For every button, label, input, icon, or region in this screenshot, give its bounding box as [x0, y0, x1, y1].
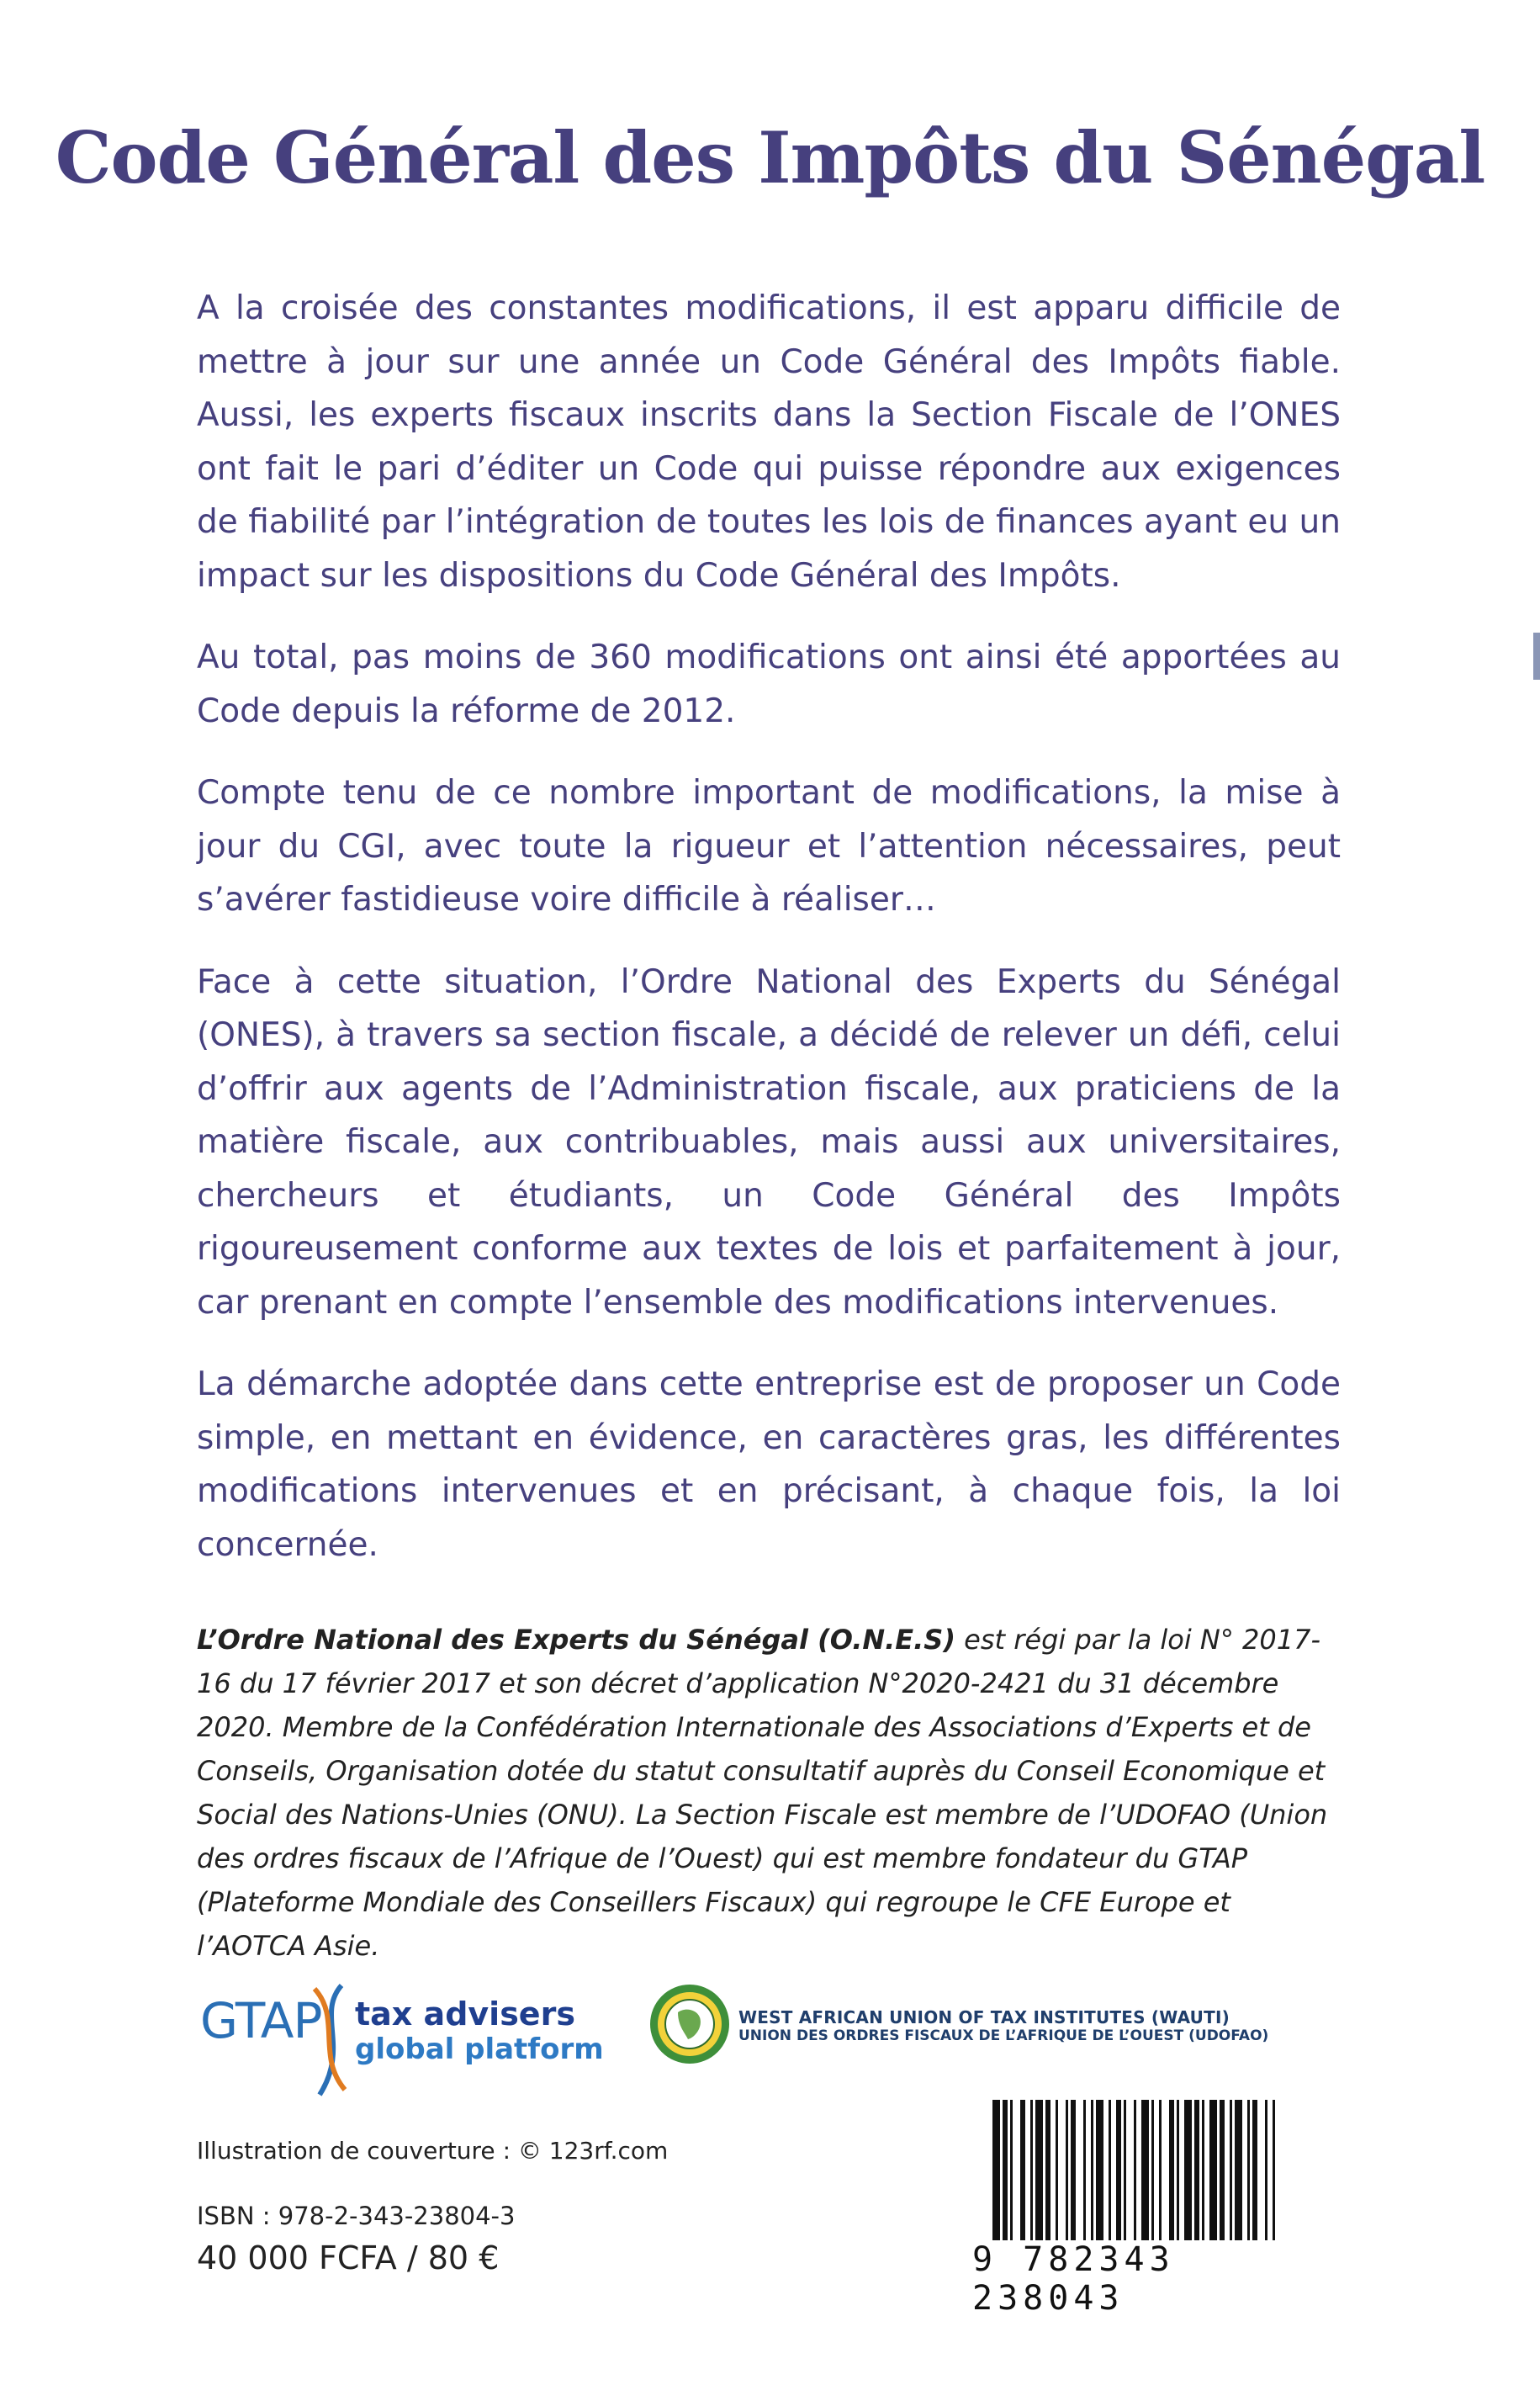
blurb-paragraph-2: Au total, pas moins de 360 modifications ont ainsi été apportées au Code depuis la réforme de 2012.: [197, 639, 1341, 730]
blurb: [197, 282, 1341, 1600]
edge-mark: [1533, 633, 1540, 680]
barcode-number: 9 782343 238043: [972, 2240, 1351, 2318]
gtap-swoosh-icon: [308, 1980, 358, 2098]
cover-title: Code Général des Impôts du Sénégal: [55, 116, 1485, 199]
isbn: ISBN : 978-2-343-23804-3: [197, 2202, 516, 2230]
gtap-tagline-1: tax advisers: [355, 1995, 575, 2033]
gtap-tagline-2: global platform: [355, 2033, 604, 2066]
ones-note-text: est régi par la loi N° 2017-16 du 17 février 2017 et son décret d’application N°2020-2421 du 31 décembre 2020. Membre de la Confédération Internationale des Associations d’Experts et de Conseils, Organisation dotée du statut consultatif auprès du Conseil Economique et Social des Nations-Unies (ONU). La Section Fiscale est membre de l’UDOFAO (Union des ordres fiscaux de l’Afrique de l’Ouest) qui est membre fondateur du GTAP (Plateforme Mondiale des Conseillers Fiscaux) qui regroupe le CFE Europe et l’AOTCA Asie.: [197, 1624, 1328, 1962]
gtap-wordmark: GTAP: [200, 1992, 322, 2049]
price: 40 000 FCFA / 80 €: [197, 2239, 500, 2276]
blurb-paragraph-3: Compte tenu de ce nombre important de modifications, la mise à jour du CGI, avec toute la rigueur et l’attention nécessaires, peut s’avérer fastidieuse voire difficile à réaliser…: [197, 774, 1341, 919]
wauti-seal-icon: [648, 1982, 732, 2066]
gtap-logo: [200, 1980, 604, 2098]
blurb-paragraph-4: Face à cette situation, l’Ordre National des Experts du Sénégal (ONES), à travers sa section fiscale, a décidé de relever un défi, celui d’offrir aux agents de l’Administration fiscale, aux praticiens de la matière fiscale, aux contribuables, mais aussi aux universitaires, chercheurs et étudiants, un Code Général des Impôts rigoureusement conforme aux textes de lois et parfaitement à jour, car prenant en compte l’ensemble des modifications intervenues.: [197, 962, 1341, 1322]
cover-credit: Illustration de couverture : © 123rf.com: [197, 2137, 669, 2165]
ones-note-lead: L’Ordre National des Experts du Sénégal (O.N.E.S): [197, 1624, 955, 1656]
wauti-name-en: WEST AFRICAN UNION OF TAX INSTITUTES (WAUTI): [738, 2007, 1230, 2027]
blurb-paragraph-5: La démarche adoptée dans cette entreprise est de proposer un Code simple, en mettant en évidence, en caractères gras, les différentes modifications intervenues et en précisant, à chaque fois, la loi concernée.: [197, 1365, 1341, 1564]
blurb-paragraph-1: A la croisée des constantes modifications, il est apparu difficile de mettre à jour sur une année un Code Général des Impôts fiable. Aussi, les experts fiscaux inscrits dans la Section Fiscale de l’ONES ont fait le pari d’éditer un Code qui puisse répondre aux exigences de fiabilité par l’intégration de toutes les lois de finances ayant eu un impact sur les dispositions du Code Général des Impôts.: [197, 289, 1341, 595]
wauti-logo: [648, 1982, 1269, 2075]
ones-note: [197, 1618, 1341, 1968]
wauti-name-fr: UNION DES ORDRES FISCAUX DE L’AFRIQUE DE L’OUEST (UDOFAO): [738, 2027, 1269, 2044]
